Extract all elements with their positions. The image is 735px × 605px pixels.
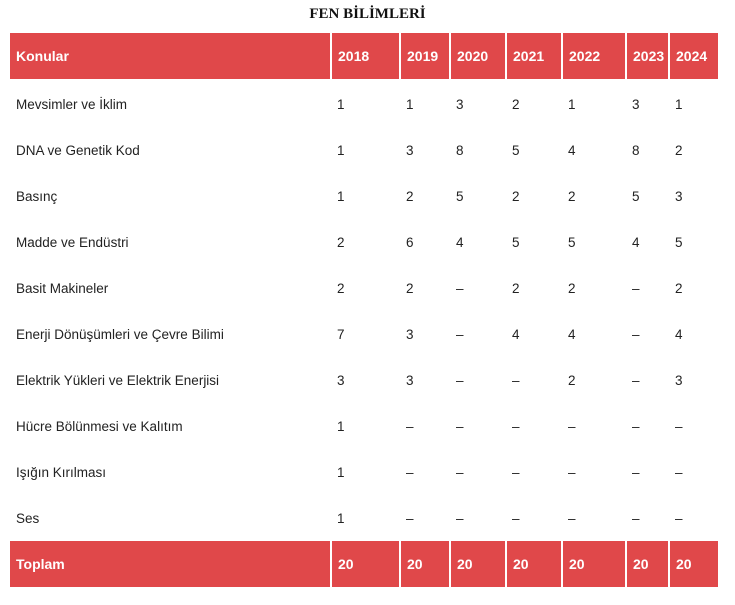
question-count-cell: 1 — [568, 96, 576, 112]
question-count-cell: – — [675, 418, 683, 434]
topics-table — [10, 33, 718, 587]
question-count-cell: 3 — [632, 96, 640, 112]
question-count-cell: 1 — [337, 464, 345, 480]
question-count-cell: – — [675, 464, 683, 480]
total-value: 20 — [400, 541, 450, 587]
table-header-row — [10, 33, 718, 79]
question-count-cell: 4 — [675, 326, 683, 342]
total-value: 20 — [669, 541, 718, 587]
question-count-cell: 5 — [568, 234, 576, 250]
question-count-cell: 4 — [632, 234, 640, 250]
question-count-cell: 2 — [512, 280, 520, 296]
question-count-cell: 1 — [337, 142, 345, 158]
question-count-cell: 2 — [675, 280, 683, 296]
question-count-cell: – — [456, 510, 464, 526]
column-header-year: 2022 — [562, 33, 626, 79]
question-count-cell: – — [512, 418, 520, 434]
question-count-cell: – — [632, 326, 640, 342]
question-count-cell: 2 — [512, 188, 520, 204]
question-count-cell: – — [568, 464, 576, 480]
question-count-cell: 2 — [568, 372, 576, 388]
table-row — [10, 403, 718, 449]
question-count-cell: 7 — [337, 326, 345, 342]
table-row — [10, 127, 718, 173]
table-row — [10, 219, 718, 265]
question-count-cell: – — [456, 372, 464, 388]
column-header-year: 2019 — [400, 33, 450, 79]
column-header-year: 2023 — [626, 33, 669, 79]
question-count-cell: 2 — [568, 280, 576, 296]
topic-cell: Elektrik Yükleri ve Elektrik Enerjisi — [16, 372, 220, 388]
question-count-cell: 3 — [456, 96, 464, 112]
question-count-cell: – — [512, 464, 520, 480]
question-count-cell: 2 — [337, 280, 345, 296]
question-count-cell: – — [632, 418, 640, 434]
question-count-cell: 4 — [512, 326, 520, 342]
question-count-cell: 4 — [568, 142, 576, 158]
question-count-cell: 3 — [337, 372, 345, 388]
table-body — [10, 79, 718, 541]
table-row — [10, 79, 718, 127]
table-row — [10, 311, 718, 357]
question-count-cell: 5 — [512, 234, 520, 250]
question-count-cell: 5 — [512, 142, 520, 158]
question-count-cell: – — [456, 418, 464, 434]
question-count-cell: – — [456, 464, 464, 480]
column-header-year: 2018 — [331, 33, 400, 79]
table-row — [10, 173, 718, 219]
question-count-cell: 1 — [406, 96, 414, 112]
total-value: 20 — [450, 541, 506, 587]
question-count-cell: – — [632, 464, 640, 480]
question-count-cell: 1 — [337, 188, 345, 204]
topic-cell: Basit Makineler — [16, 280, 109, 296]
question-count-cell: 2 — [568, 188, 576, 204]
question-count-cell: 4 — [456, 234, 464, 250]
question-count-cell: – — [456, 326, 464, 342]
question-count-cell: 4 — [568, 326, 576, 342]
question-count-cell: 5 — [456, 188, 464, 204]
question-count-cell: – — [632, 280, 640, 296]
topic-cell: Basınç — [16, 188, 58, 204]
topic-cell: Enerji Dönüşümleri ve Çevre Bilimi — [16, 326, 224, 342]
question-count-cell: 5 — [675, 234, 683, 250]
table-row — [10, 495, 718, 541]
topic-cell: Madde ve Endüstri — [16, 234, 129, 250]
column-header-year: 2021 — [506, 33, 562, 79]
question-count-cell: 2 — [675, 142, 683, 158]
total-row — [10, 541, 718, 587]
question-count-cell: – — [406, 464, 414, 480]
question-count-cell: 1 — [675, 96, 683, 112]
question-count-cell: 3 — [675, 372, 683, 388]
total-value: 20 — [562, 541, 626, 587]
total-value: 20 — [331, 541, 400, 587]
question-count-cell: – — [456, 280, 464, 296]
column-header-year: 2020 — [450, 33, 506, 79]
question-count-cell: 6 — [406, 234, 414, 250]
question-count-cell: – — [568, 510, 576, 526]
topic-cell: Işığın Kırılması — [16, 464, 107, 480]
page-title: FEN BİLİMLERİ — [309, 6, 426, 22]
question-count-cell: 2 — [406, 188, 414, 204]
question-count-cell: 2 — [337, 234, 345, 250]
topic-cell: Mevsimler ve İklim — [16, 96, 128, 112]
total-value: 20 — [506, 541, 562, 587]
question-count-cell: 1 — [337, 510, 345, 526]
question-count-cell: 3 — [406, 372, 414, 388]
total-label: Toplam — [10, 541, 331, 587]
question-count-cell: – — [675, 510, 683, 526]
question-count-cell: 2 — [512, 96, 520, 112]
topic-cell: Hücre Bölünmesi ve Kalıtım — [16, 418, 183, 434]
table-row — [10, 265, 718, 311]
topic-cell: Ses — [16, 510, 40, 526]
question-count-cell: 3 — [675, 188, 683, 204]
table-row — [10, 449, 718, 495]
question-count-cell: 8 — [632, 142, 640, 158]
question-count-cell: 3 — [406, 326, 414, 342]
question-count-cell: – — [406, 510, 414, 526]
question-count-cell: 3 — [406, 142, 414, 158]
table-row — [10, 357, 718, 403]
question-count-cell: 2 — [406, 280, 414, 296]
question-count-cell: 1 — [337, 96, 345, 112]
question-count-cell: – — [512, 372, 520, 388]
question-count-cell: – — [632, 510, 640, 526]
question-count-cell: – — [406, 418, 414, 434]
topic-cell: DNA ve Genetik Kod — [16, 142, 140, 158]
column-header-topics: Konular — [10, 33, 331, 79]
question-count-cell: – — [512, 510, 520, 526]
column-header-year: 2024 — [669, 33, 718, 79]
question-count-cell: 1 — [337, 418, 345, 434]
total-value: 20 — [626, 541, 669, 587]
question-count-cell: 8 — [456, 142, 464, 158]
question-count-cell: – — [568, 418, 576, 434]
question-count-cell: – — [632, 372, 640, 388]
question-count-cell: 5 — [632, 188, 640, 204]
